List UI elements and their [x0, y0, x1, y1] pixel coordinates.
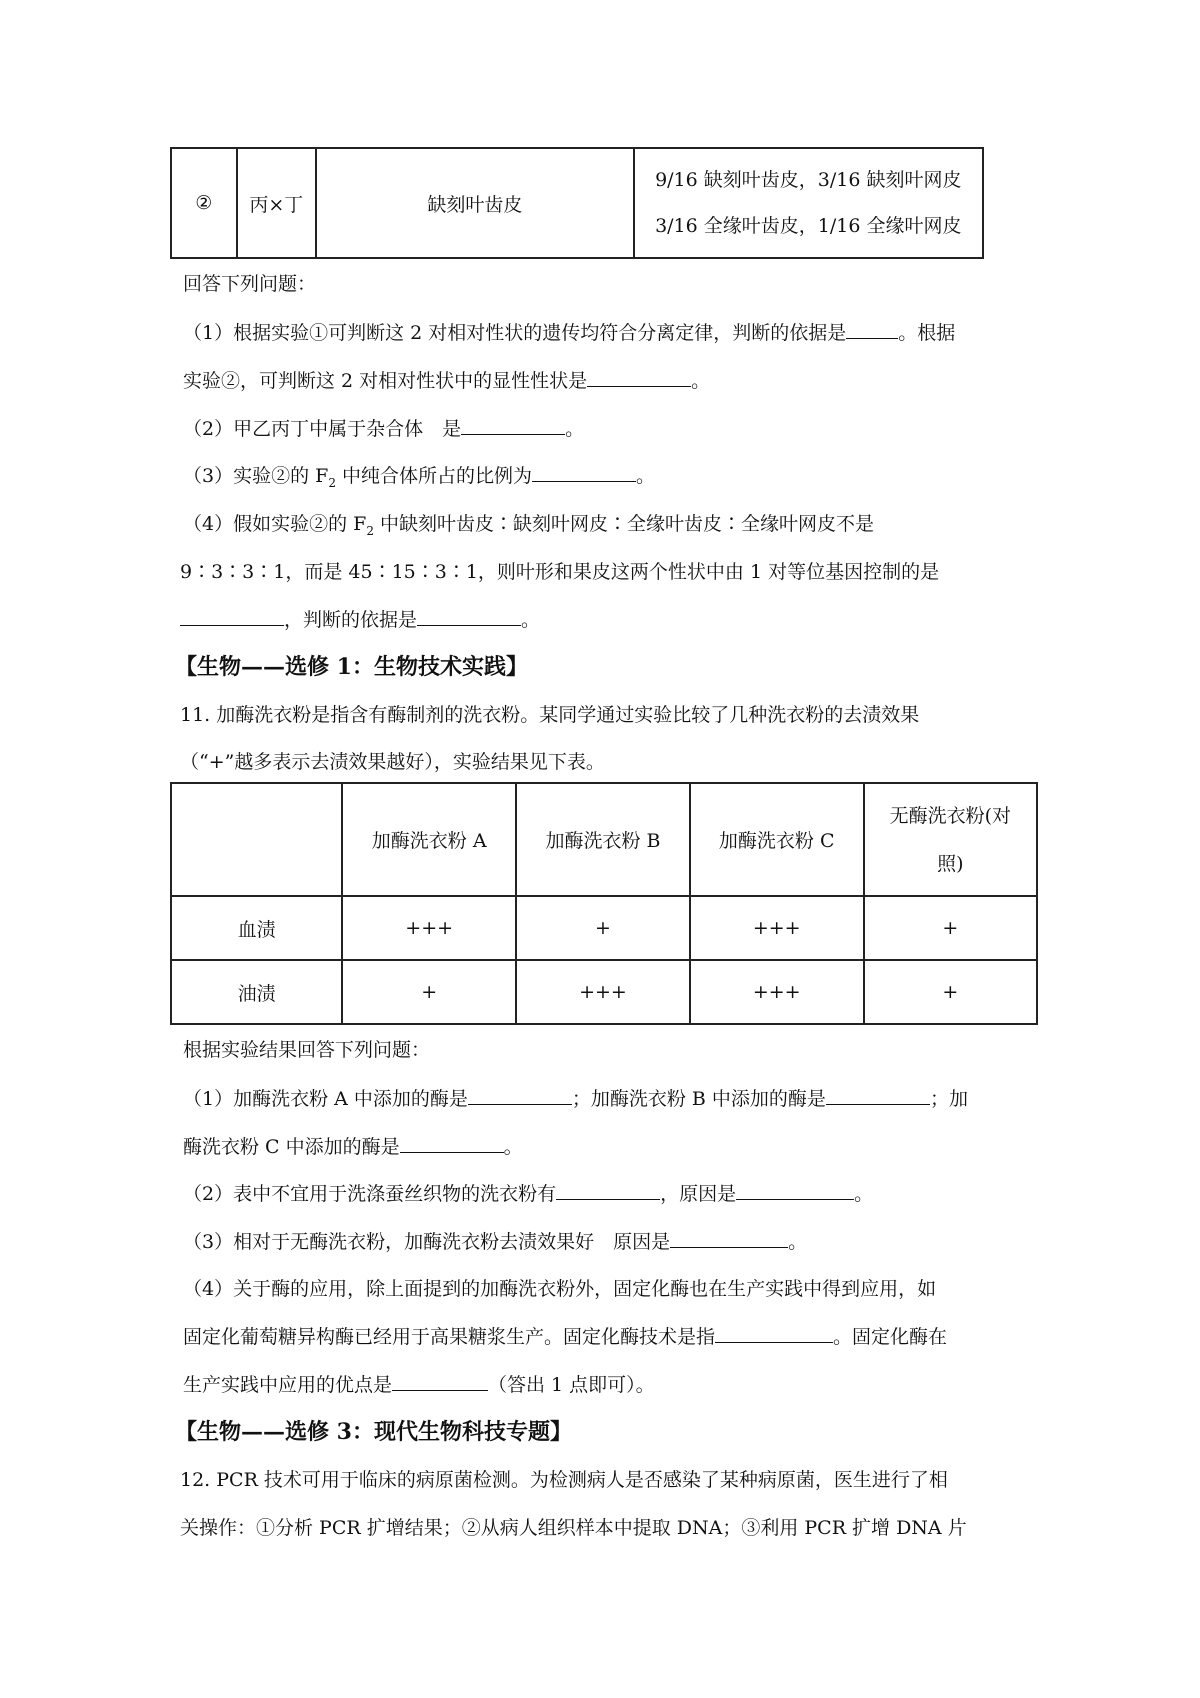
row-label: 油渍: [171, 960, 342, 1024]
question-intro: 回答下列问题：: [183, 273, 317, 295]
q10-part4-line3: ，判断的依据是 。: [180, 607, 540, 633]
table-cell: 丙×丁: [237, 148, 317, 258]
q12-stem-line2: 关操作：①分析 PCR 扩增结果；②从病人组织样本中提取 DNA；③利用 PCR 扩增 DNA 片: [180, 1517, 967, 1539]
table-cell: +++: [690, 960, 864, 1024]
q10-part4-line2: 9∶3∶3∶1，而是 45∶15∶3∶1，则叶形和果皮这两个性状中由 1 对等位基因控制的是: [180, 561, 940, 583]
answer-blank[interactable]: [556, 1181, 660, 1200]
table-cell: 缺刻叶齿皮: [316, 148, 633, 258]
table-cell: +: [516, 896, 690, 960]
answer-blank[interactable]: [180, 607, 284, 626]
answer-blank[interactable]: [468, 1086, 572, 1105]
q11-part3: （3）相对于无酶洗衣粉，加酶洗衣粉去渍效果好 原因是 。: [183, 1231, 808, 1253]
table-cell: +: [864, 960, 1037, 1024]
cross-results-table: [170, 147, 984, 259]
q11-part1-line2: 酶洗衣粉 C 中添加的酶是 。: [183, 1136, 523, 1158]
answer-blank[interactable]: [736, 1181, 854, 1200]
answer-blank[interactable]: [715, 1324, 833, 1343]
table-row: [171, 896, 1037, 960]
answer-blank[interactable]: [826, 1086, 930, 1105]
table-cell-line: 9/16 缺刻叶齿皮，3/16 缺刻叶网皮: [655, 169, 962, 191]
table-header-cell: 无酶洗衣粉(对 照): [864, 783, 1037, 896]
table-row: [171, 960, 1037, 1024]
section-heading: 【生物——选修 1：生物技术实践】: [175, 654, 528, 680]
q10-part1-line2: 实验②，可判断这 2 对相对性状中的显性性状是 。: [183, 370, 711, 392]
answer-blank[interactable]: [532, 463, 636, 482]
table-cell: ②: [171, 148, 237, 258]
answer-blank[interactable]: [461, 416, 565, 435]
q12-stem-line1: 12. PCR 技术可用于临床的病原菌检测。为检测病人是否感染了某种病原菌，医生进行了相: [180, 1469, 948, 1491]
table-cell: +: [864, 896, 1037, 960]
detergent-results-table: [170, 782, 1038, 1025]
table-header-cell: 加酶洗衣粉 A: [342, 783, 516, 896]
answer-blank[interactable]: [670, 1229, 788, 1248]
table-header-row: [171, 783, 1037, 896]
q10-part3: （3）实验②的 $F_2$ 中纯合体所占的比例为 。: [183, 465, 656, 490]
table-cell-line: 3/16 全缘叶齿皮，1/16 全缘叶网皮: [655, 215, 962, 237]
answer-blank[interactable]: [392, 1372, 488, 1391]
row-label: 血渍: [171, 896, 342, 960]
q11-part4-line3: 生产实践中应用的优点是 （答出 1 点即可）。: [183, 1374, 655, 1396]
q11-part1-line1: （1）加酶洗衣粉 A 中添加的酶是 ；加酶洗衣粉 B 中添加的酶是 ；加: [183, 1088, 968, 1110]
q10-part2: （2）甲乙丙丁中属于杂合体 是 。: [183, 418, 585, 440]
table-cell: +++: [690, 896, 864, 960]
q10-part1-line1: （1）根据实验①可判断这 2 对相对性状的遗传均符合分离定律，判断的依据是 。根据: [183, 322, 956, 344]
table-cell: +++: [342, 896, 516, 960]
answer-blank[interactable]: [400, 1134, 504, 1153]
question-intro: 根据实验结果回答下列问题：: [183, 1039, 431, 1061]
table-header-cell: [171, 783, 342, 896]
q11-part4-line1: （4）关于酶的应用，除上面提到的加酶洗衣粉外，固定化酶也在生产实践中得到应用，如: [183, 1278, 937, 1300]
q10-part4-line1: （4）假如实验②的 $F_2$ 中缺刻叶齿皮∶缺刻叶网皮∶全缘叶齿皮∶全缘叶网皮不是: [183, 513, 874, 538]
table-cell: +: [342, 960, 516, 1024]
section-heading: 【生物——选修 3：现代生物科技专题】: [175, 1419, 572, 1445]
table-row: [171, 148, 983, 258]
answer-blank[interactable]: [846, 320, 898, 339]
q11-part4-line2: 固定化葡萄糖异构酶已经用于高果糖浆生产。固定化酶技术是指 。固定化酶在: [183, 1326, 948, 1348]
q11-stem-line1: 11. 加酶洗衣粉是指含有酶制剂的洗衣粉。某同学通过实验比较了几种洗衣粉的去渍效果: [180, 704, 920, 726]
answer-blank[interactable]: [417, 607, 521, 626]
table-cell: [634, 148, 983, 258]
table-cell: +++: [516, 960, 690, 1024]
answer-blank[interactable]: [587, 368, 691, 387]
q11-stem-line2: （“+”越多表示去渍效果越好），实验结果见下表。: [180, 751, 605, 773]
table-header-cell: 加酶洗衣粉 B: [516, 783, 690, 896]
table-header-cell: 加酶洗衣粉 C: [690, 783, 864, 896]
q11-part2: （2）表中不宜用于洗涤蚕丝织物的洗衣粉有 ，原因是 。: [183, 1183, 874, 1205]
